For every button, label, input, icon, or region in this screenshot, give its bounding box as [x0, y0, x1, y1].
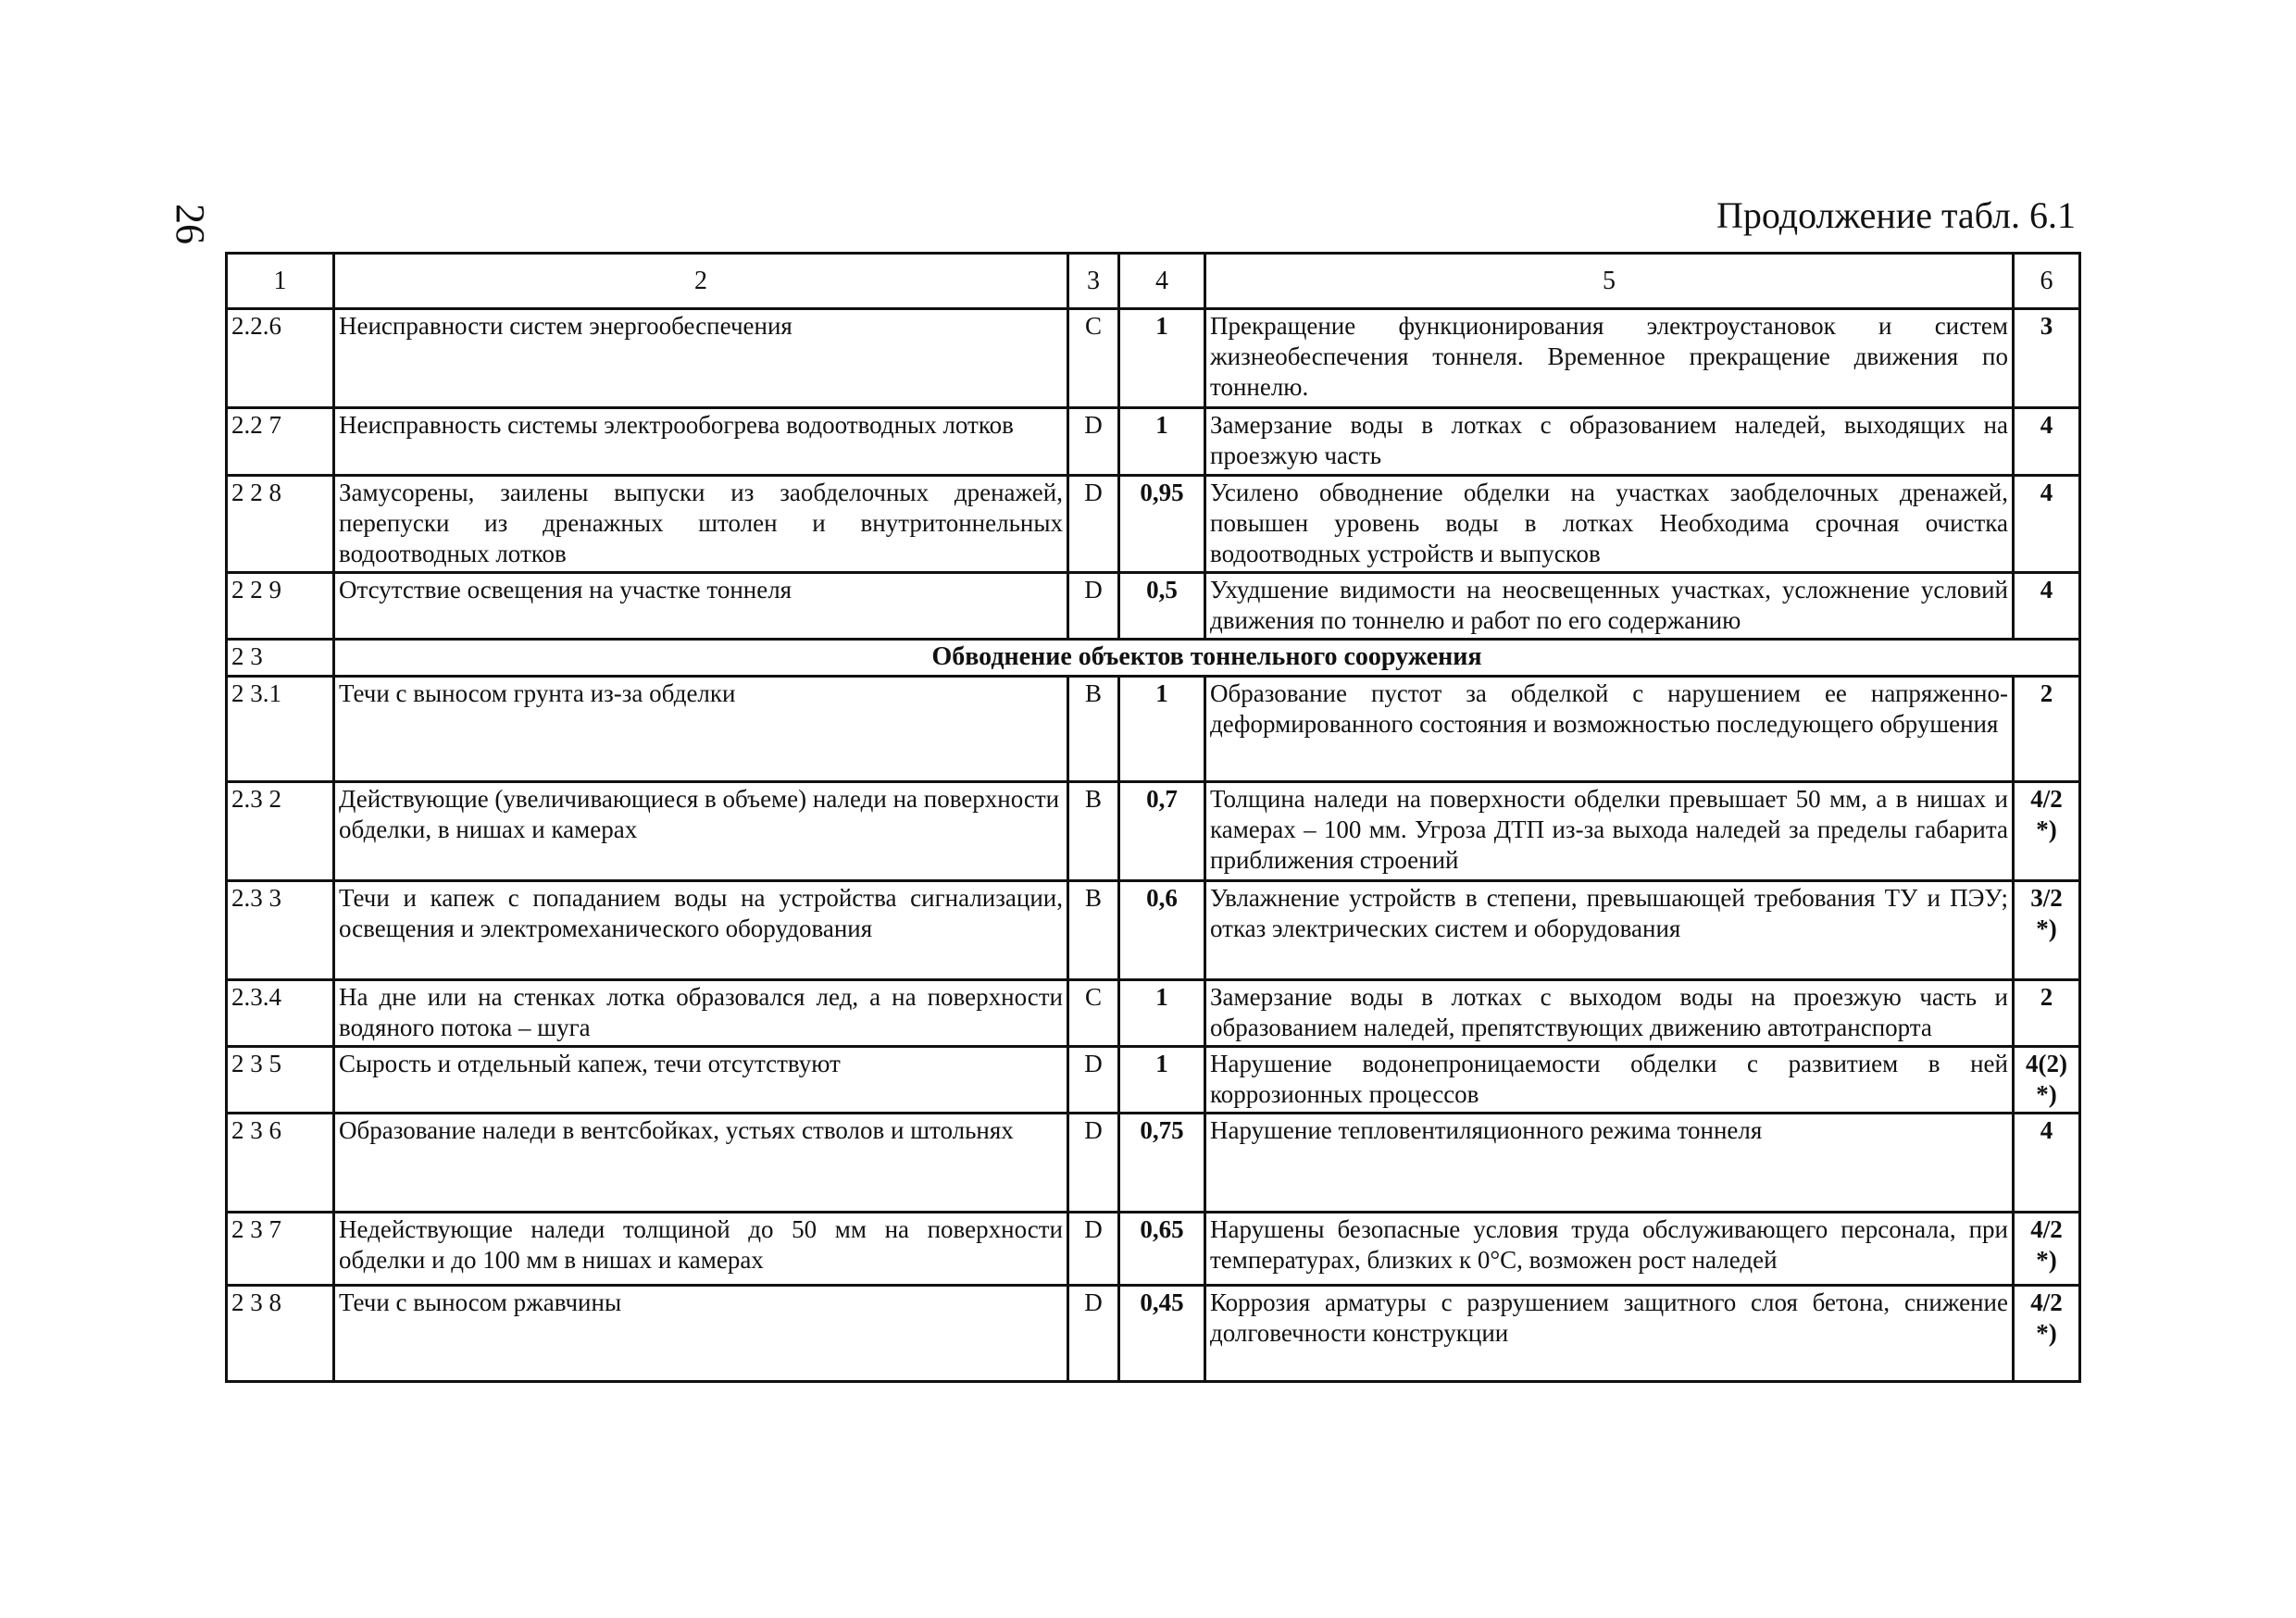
row-coefficient: 1	[1119, 1047, 1205, 1114]
row-code: 2 2 8	[227, 476, 334, 573]
row-coefficient: 0,5	[1119, 573, 1205, 640]
row-category: D	[1068, 1286, 1119, 1382]
row-score: 4	[2014, 408, 2080, 476]
row-code: 2 3 6	[227, 1114, 334, 1213]
table-row	[227, 1286, 2080, 1382]
continuation-title: Продолжение табл. 6.1	[1716, 194, 2076, 236]
row-category: D	[1068, 573, 1119, 640]
row-defect: На дне или на стенках лотка образовался лед, а на поверхности водяного потока – шуга	[334, 980, 1068, 1047]
section-row	[227, 640, 2080, 677]
header-cell: 3	[1068, 254, 1119, 309]
row-defect: Неисправность системы электрообогрева водоотводных лотков	[334, 408, 1068, 476]
table-row	[227, 408, 2080, 476]
row-category: B	[1068, 677, 1119, 782]
header-cell: 2	[334, 254, 1068, 309]
row-coefficient: 0,45	[1119, 1286, 1205, 1382]
row-category: B	[1068, 881, 1119, 980]
table-row	[227, 677, 2080, 782]
row-consequence: Усилено обводнение обделки на участках заобделочных дренажей, повышен уровень воды в лотках Необходима срочная очистка водоотводных устройств и выпусков	[1205, 476, 2014, 573]
table-row	[227, 881, 2080, 980]
row-defect: Течи с выносом ржавчины	[334, 1286, 1068, 1382]
row-consequence: Замерзание воды в лотках с образованием наледей, выходящих на проезжую часть	[1205, 408, 2014, 476]
row-defect: Течи и капеж с попаданием воды на устройства сигнализации, освещения и электромеханического оборудования	[334, 881, 1068, 980]
row-defect: Замусорены, заилены выпуски из заобделочных дренажей, перепуски из дренажных штолен и внутритоннельных водоотводных лотков	[334, 476, 1068, 573]
row-score: 2	[2014, 980, 2080, 1047]
table-row	[227, 476, 2080, 573]
row-coefficient: 1	[1119, 309, 1205, 408]
row-defect: Образование наледи в вентсбойках, устьях стволов и штольнях	[334, 1114, 1068, 1213]
row-category: D	[1068, 1114, 1119, 1213]
row-code: 2.3 3	[227, 881, 334, 980]
row-consequence: Нарушение тепловентиляционного режима тоннеля	[1205, 1114, 2014, 1213]
row-category: D	[1068, 1213, 1119, 1286]
row-code: 2 3.1	[227, 677, 334, 782]
table-row	[227, 1047, 2080, 1114]
row-code: 2 3 5	[227, 1047, 334, 1114]
defects-table	[225, 252, 2081, 1383]
row-category: C	[1068, 980, 1119, 1047]
row-score: 3/2 *)	[2014, 881, 2080, 980]
row-defect: Неисправности систем энергообеспечения	[334, 309, 1068, 408]
row-consequence: Прекращение функционирования электроустановок и систем жизнеобеспечения тоннеля. Временное прекращение движения по тоннелю.	[1205, 309, 2014, 408]
row-category: D	[1068, 408, 1119, 476]
header-cell: 5	[1205, 254, 2014, 309]
table-row	[227, 782, 2080, 881]
header-cell: 4	[1119, 254, 1205, 309]
row-consequence: Нарушены безопасные условия труда обслуживающего персонала, при температурах, близких к 0°С, возможен рост наледей	[1205, 1213, 2014, 1286]
row-category: D	[1068, 1047, 1119, 1114]
row-consequence: Замерзание воды в лотках с выходом воды на проезжую часть и образованием наледей, препятствующих движению автотранспорта	[1205, 980, 2014, 1047]
row-score: 2	[2014, 677, 2080, 782]
row-coefficient: 0,7	[1119, 782, 1205, 881]
table-row	[227, 980, 2080, 1047]
row-consequence: Ухудшение видимости на неосвещенных участках, усложнение условий движения по тоннелю и работ по его содержанию	[1205, 573, 2014, 640]
row-score: 4	[2014, 573, 2080, 640]
row-score: 4	[2014, 1114, 2080, 1213]
row-score: 4/2 *)	[2014, 1286, 2080, 1382]
row-consequence: Образование пустот за обделкой с нарушением ее напряженно-деформированного состояния и возможностью последующего обрушения	[1205, 677, 2014, 782]
row-consequence: Нарушение водонепроницаемости обделки с развитием в ней коррозионных процессов	[1205, 1047, 2014, 1114]
row-code: 2 2 9	[227, 573, 334, 640]
section-title: Обводнение объектов тоннельного сооружения	[334, 640, 2080, 677]
row-score: 4	[2014, 476, 2080, 573]
row-defect: Отсутствие освещения на участке тоннеля	[334, 573, 1068, 640]
table-row	[227, 573, 2080, 640]
header-cell: 6	[2014, 254, 2080, 309]
row-code: 2.3.4	[227, 980, 334, 1047]
header-cell: 1	[227, 254, 334, 309]
row-consequence: Коррозия арматуры с разрушением защитного слоя бетона, снижение долговечности конструкции	[1205, 1286, 2014, 1382]
row-code: 2.2.6	[227, 309, 334, 408]
row-defect: Сырость и отдельный капеж, течи отсутствуют	[334, 1047, 1068, 1114]
row-coefficient: 0,65	[1119, 1213, 1205, 1286]
table-row	[227, 309, 2080, 408]
row-defect: Действующие (увеличивающиеся в объеме) наледи на поверхности обделки, в нишах и камерах	[334, 782, 1068, 881]
row-defect: Течи с выносом грунта из-за обделки	[334, 677, 1068, 782]
row-coefficient: 0,6	[1119, 881, 1205, 980]
row-coefficient: 0,75	[1119, 1114, 1205, 1213]
row-code: 2.2 7	[227, 408, 334, 476]
row-category: C	[1068, 309, 1119, 408]
row-code: 2 3 8	[227, 1286, 334, 1382]
row-defect: Недействующие наледи толщиной до 50 мм на поверхности обделки и до 100 мм в нишах и камерах	[334, 1213, 1068, 1286]
section-code: 2 3	[227, 640, 334, 677]
page-number: 26	[168, 204, 213, 244]
row-score: 4/2 *)	[2014, 782, 2080, 881]
row-consequence: Увлажнение устройств в степени, превышающей требования ТУ и ПЭУ; отказ электрических систем и оборудования	[1205, 881, 2014, 980]
row-coefficient: 1	[1119, 408, 1205, 476]
row-score: 3	[2014, 309, 2080, 408]
row-score: 4/2 *)	[2014, 1213, 2080, 1286]
row-coefficient: 0,95	[1119, 476, 1205, 573]
row-category: B	[1068, 782, 1119, 881]
row-coefficient: 1	[1119, 980, 1205, 1047]
row-code: 2 3 7	[227, 1213, 334, 1286]
row-category: D	[1068, 476, 1119, 573]
row-coefficient: 1	[1119, 677, 1205, 782]
row-code: 2.3 2	[227, 782, 334, 881]
row-consequence: Толщина наледи на поверхности обделки превышает 50 мм, а в нишах и камерах – 100 мм. Угроза ДТП из-за выхода наледей за пределы габарита приближения строений	[1205, 782, 2014, 881]
table-row	[227, 1114, 2080, 1213]
table-row	[227, 1213, 2080, 1286]
table-header-row	[227, 254, 2080, 309]
row-score: 4(2) *)	[2014, 1047, 2080, 1114]
